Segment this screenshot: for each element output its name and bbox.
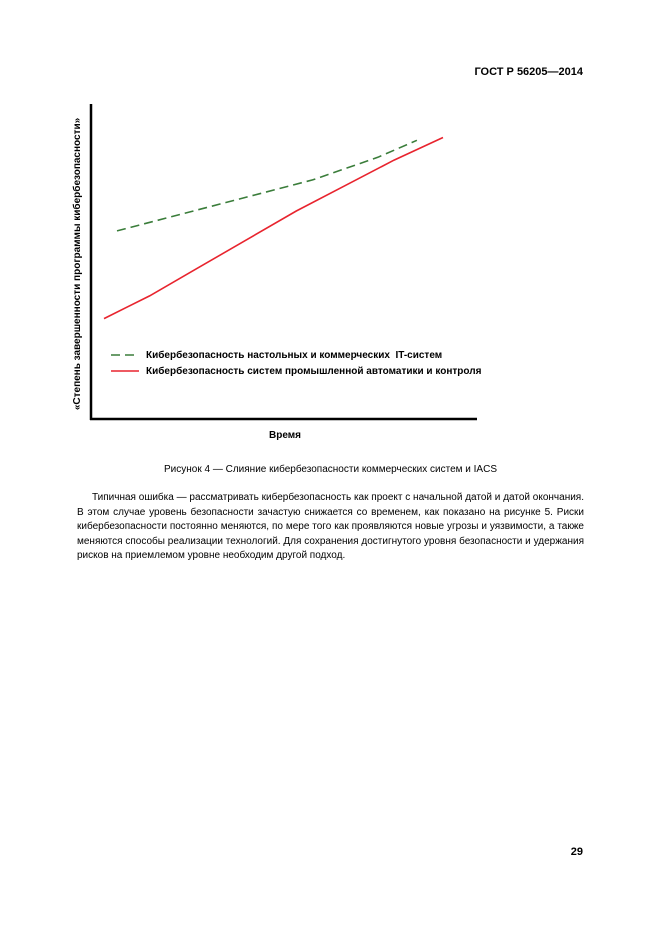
body-paragraph <box>77 491 584 564</box>
legend-label-industrial-control: Кибербезопасность систем промышленной автоматики и контроля <box>146 366 482 377</box>
x-axis-label: Время <box>269 430 301 441</box>
page-number: 29 <box>570 846 583 858</box>
series-line-commercial-it <box>117 140 417 231</box>
figure-caption: Рисунок 4 — Слияние кибербезопасности коммерческих систем и IACS <box>164 464 497 475</box>
legend-label-commercial-it: Кибербезопасность настольных и коммерческих IT-систем <box>146 350 443 361</box>
body-paragraph-text: Типичная ошибка — рассматривать кибербезопасность как проект с начальной датой и датой окончания. В этом случае уровень безопасности зачастую снижается со временем, как показано на рисунке 5. Риски кибербезопасности постоянно меняются, по мере того как проявляются новые угрозы и уязвимости, а также меняются способы реализации технологий. Для сохранения достигнутого уровня безопасности и удержания рисков на приемлемом уровне необходим другой подход. <box>77 492 584 561</box>
y-axis-label: «Степень завершенности программы кибербезопасности» <box>72 117 83 411</box>
document-header: ГОСТ Р 56205—2014 <box>474 66 583 78</box>
series-line-industrial-control <box>104 138 443 319</box>
convergence-chart <box>0 0 661 460</box>
